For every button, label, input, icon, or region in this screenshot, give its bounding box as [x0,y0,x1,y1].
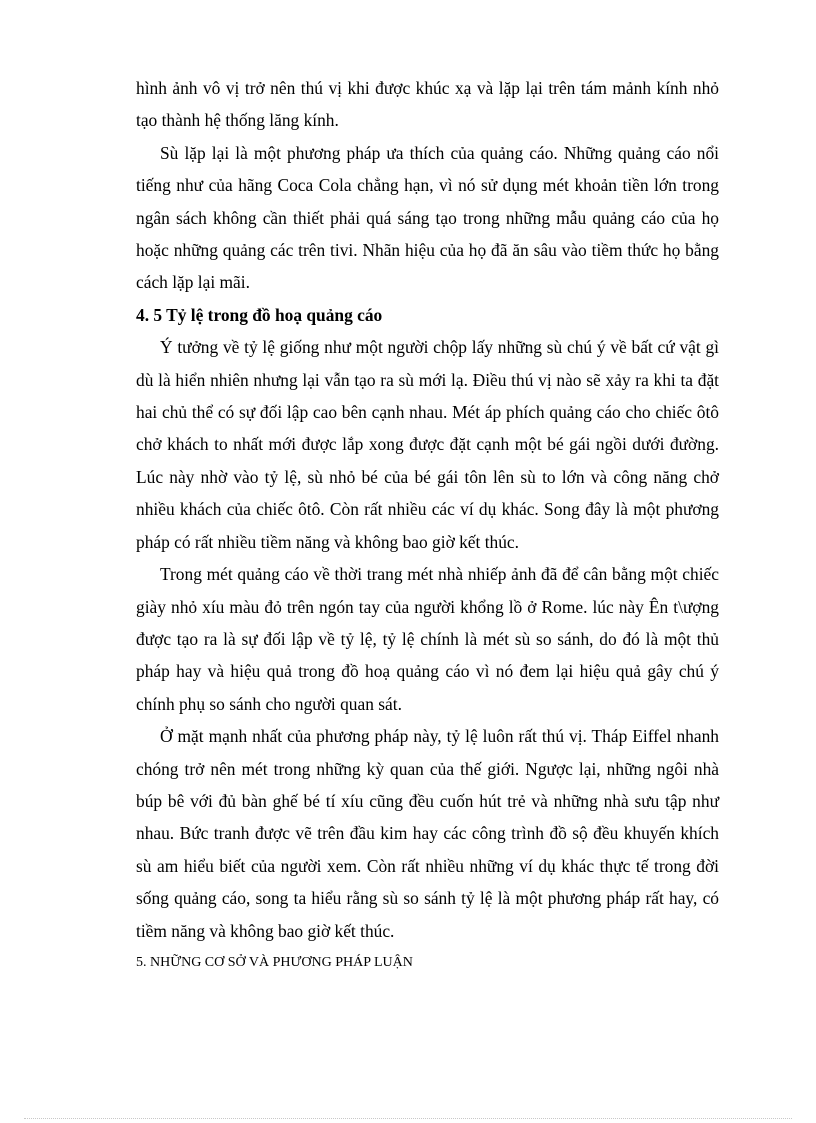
paragraph-fashion-example: Trong mét quảng cáo về thời trang mét nhà nhiếp ảnh đã để cân bằng một chiếc giày nhỏ xíu màu đỏ trên ngón tay của người khổng lồ ở Rome. lúc này Ên t\ượng được tạo ra là sự đối lập về tỷ lệ, tỷ lệ chính là mét sù so sánh, do đó là một thủ pháp hay và hiệu quả trong đồ hoạ quảng cáo vì nó đem lại hiệu quả gây chú ý chính phụ so sánh cho người quan sát. [136,564,719,714]
paragraph-prism-continuation: hình ảnh vô vị trở nên thú vị khi được khúc xạ và lặp lại trên tám mảnh kính nhỏ tạo thành hệ thống lăng kính. [136,78,719,131]
section-heading-5: 5. NHỮNG CƠ SỞ VÀ PHƯƠNG PHÁP LUẬN [136,954,413,970]
paragraph-strongest-side: Ở mặt mạnh nhất của phương pháp này, tỷ lệ luôn rất thú vị. Tháp Eiffel nhanh chóng trở nên mét trong những kỳ quan của thế giới. Ngược lại, những ngôi nhà búp bê với đủ bàn ghế bé tí xíu cũng đều cuốn hút trẻ và những nhà sưu tập như nhau. Bức tranh được vẽ trên đầu kim hay các công trình đồ sộ đều khuyến khích sù am hiểu biết của người xem. Còn rất nhiều những ví dụ khác thực tế trong đời sống quảng cáo, song ta hiểu rằng sù so sánh tỷ lệ là một phương pháp rất hay, có tiềm năng và không bao giờ kết thúc. [136,726,719,941]
page-bottom-divider [24,1118,792,1119]
document-page [136,72,719,979]
paragraph-scale-idea: Ý tưởng về tỷ lệ giống như một người chộp lấy những sù chú ý về bất cứ vật gì dù là hiển nhiên nhưng lại vẫn tạo ra sù mới lạ. Điều thú vị nào sẽ xảy ra khi ta đặt hai chủ thể có sự đối lập cao bên cạnh nhau. Mét áp phích quảng cáo cho chiếc ôtô chở khách to nhất mới được lắp xong được đặt cạnh một bé gái ngồi dưới đường. Lúc này nhờ vào tỷ lệ, sù nhỏ bé của bé gái tôn lên sù to lớn và công năng chở nhiều khách của chiếc ôtô. Còn rất nhiều các ví dụ khác. Song đây là một phương pháp có rất nhiều tiềm năng và không bao giờ kết thúc. [136,337,719,552]
section-heading-4-5: 4. 5 Tỷ lệ trong đồ hoạ quảng cáo [136,304,383,325]
paragraph-repetition: Sù lặp lại là một phương pháp ưa thích của quảng cáo. Những quảng cáo nổi tiếng như của hãng Coca Cola chẳng hạn, vì nó sử dụng mét khoản tiền lớn trong ngân sách không cần thiết phải quá sáng tạo trong những mẫu quảng cáo của họ hoặc những quảng các trên tivi. Nhãn hiệu của họ đã ăn sâu vào tiềm thức họ bằng cách lặp lại mãi. [136,142,719,293]
